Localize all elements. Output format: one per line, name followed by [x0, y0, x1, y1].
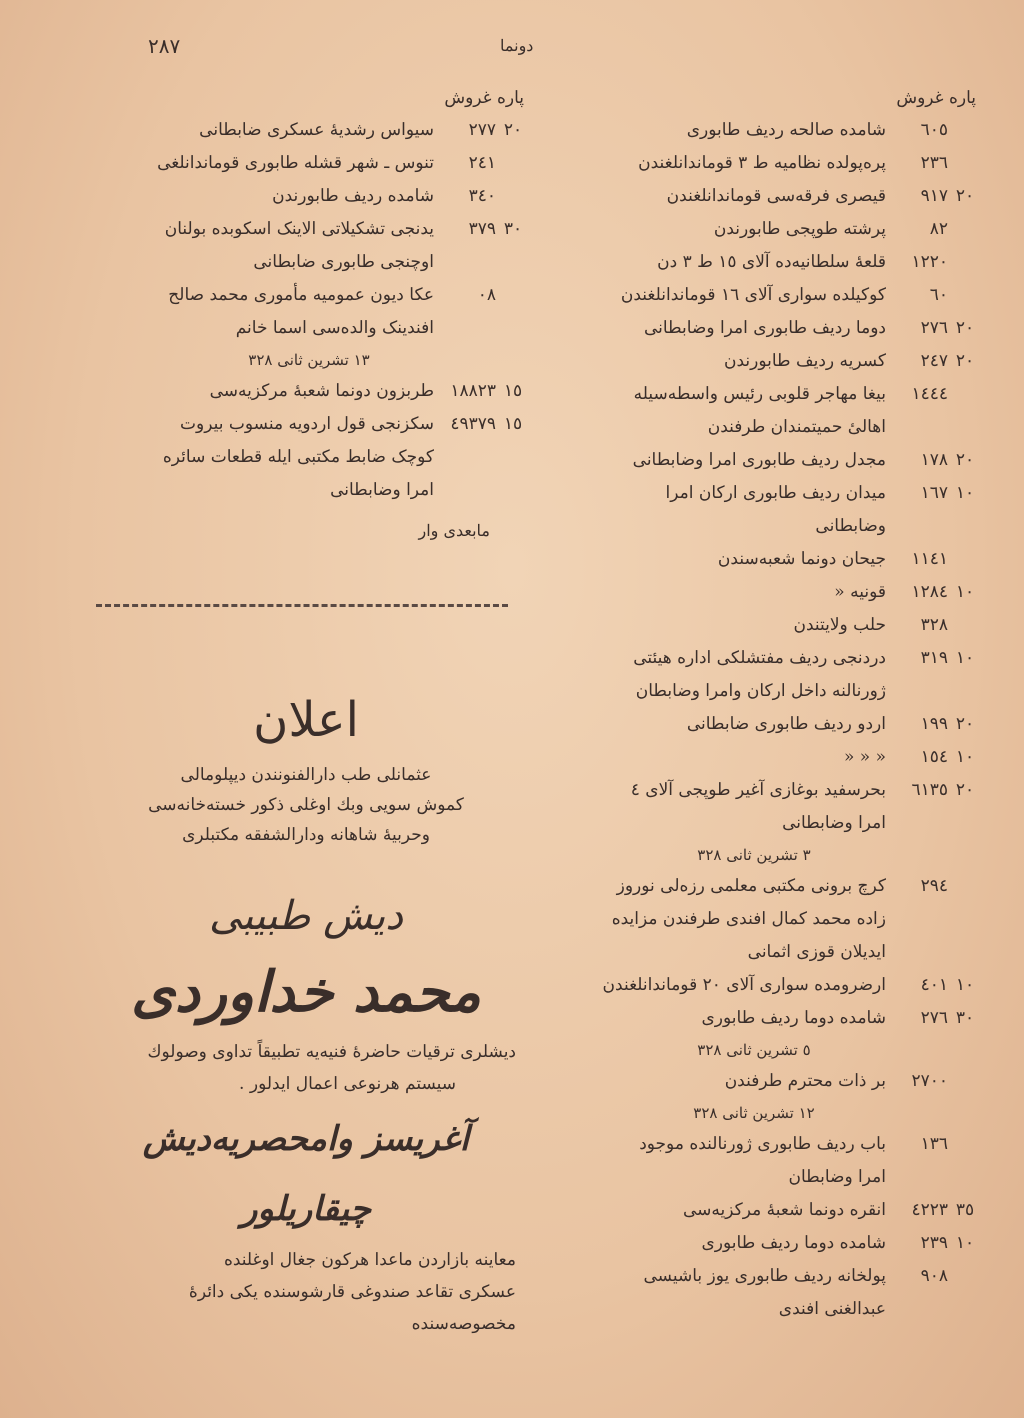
ad-dentist-name: محمد خداوردی	[131, 959, 481, 1025]
donation-list-right	[526, 88, 982, 1326]
entry-description: شامده صالحه ردیف طابوری	[686, 120, 886, 140]
entry-row	[526, 477, 982, 510]
gurus-amount: ٢٩٤	[920, 876, 948, 896]
gurus-amount: ١٥٤	[920, 747, 948, 767]
gurus-amount: ٢٤١	[468, 153, 496, 173]
entry-row	[526, 246, 982, 279]
para-amount: ١٥	[503, 381, 523, 401]
donation-entry	[526, 378, 982, 444]
entry-row	[526, 1260, 982, 1293]
gurus-header: غروش	[896, 88, 944, 108]
gurus-amount: ٤٠١	[920, 975, 948, 995]
entry-row	[526, 708, 982, 741]
ad-slogan: آغریسز وامحصریه‌دیش چیقاریلور	[142, 1119, 470, 1229]
entry-row	[88, 279, 530, 312]
para-amount: ٢٠	[955, 714, 975, 734]
para-amount: ١٠	[955, 975, 975, 995]
column-header	[526, 88, 982, 114]
entry-row	[526, 279, 982, 312]
donation-entry	[526, 543, 982, 576]
entry-row	[526, 969, 982, 1002]
entry-description: ژورنالنه داخل ارکان وامرا وضابطان	[635, 681, 886, 701]
entry-description: تنوس ـ شهر قشله طابوری قوماندانلغی	[157, 153, 434, 173]
donation-entry	[526, 213, 982, 246]
section-divider	[96, 604, 508, 607]
gurus-amount: ١٩٩	[920, 714, 948, 734]
entry-description: قلعهٔ سلطانیه‌ده آلای ١٥ ط ٣ دن	[657, 252, 886, 272]
donation-entry	[526, 642, 982, 708]
entry-row	[526, 1128, 982, 1161]
gurus-amount: ١٢٢٠	[911, 252, 948, 272]
entry-description: کسریه ردیف طابورندن	[724, 351, 886, 371]
entry-description: امرا وضابطان	[788, 1167, 886, 1187]
donation-entry	[526, 1227, 982, 1260]
entry-row	[526, 180, 982, 213]
gurus-amount: ١٢٨٤	[911, 582, 948, 602]
gurus-amount: ١٨٨٢٣	[450, 381, 496, 401]
page-number: ٢٨٧	[148, 34, 181, 58]
para-amount: ٢٠	[955, 780, 975, 800]
entry-date: ٣ تشرین ثانی ٣٢٨	[697, 846, 811, 864]
entry-row	[526, 609, 982, 642]
gurus-amount: ٦٠	[929, 285, 948, 305]
donation-list-left	[88, 88, 530, 549]
entry-description: امرا وضابطانی	[330, 480, 434, 500]
entry-description: پره‌پولده نظامیه ط ٣ قوماندانلغندن	[638, 153, 886, 173]
entry-description: شامده دوما ردیف طابوری	[701, 1233, 886, 1253]
para-amount: ١٥	[503, 414, 523, 434]
entry-row	[526, 1227, 982, 1260]
donation-entry	[526, 246, 982, 279]
gurus-amount: ٢٧٧	[468, 120, 496, 140]
gurus-amount: ٢٤٧	[920, 351, 948, 371]
ad-intro	[96, 760, 516, 850]
entry-row	[526, 741, 982, 774]
para-header: پاره	[948, 88, 976, 108]
para-amount: ٣٠	[503, 219, 523, 239]
para-amount: ٢٠	[955, 351, 975, 371]
donation-entry	[526, 114, 982, 147]
advertisement	[96, 640, 516, 1340]
entry-continuation	[88, 246, 530, 279]
gurus-amount: ٣٤٠	[468, 186, 496, 206]
entry-description: امرا وضابطانی	[782, 813, 886, 833]
entry-description: شامده دوما ردیف طابوری	[701, 1008, 886, 1028]
entry-description: عکا دیون عمومیه مأموری محمد صالح	[168, 285, 434, 305]
ad-address-line: عسکری تقاعد صندوغی قارشوسنده یکی دائرهٔ	[188, 1282, 516, 1302]
donation-entry	[526, 774, 982, 870]
entry-row	[88, 180, 530, 213]
ad-body-line: سیستم هرنوعی اعمال ایدلور .	[239, 1074, 456, 1094]
gurus-amount: ٢٣٩	[920, 1233, 948, 1253]
para-header: پاره	[496, 88, 524, 108]
entry-continuation	[526, 903, 982, 936]
donation-entry	[88, 180, 530, 213]
entry-description: باب ردیف طابوری ژورنالنده موجود	[639, 1134, 886, 1154]
ad-body	[96, 1036, 516, 1100]
donation-entry	[526, 1128, 982, 1194]
entry-date: ١٣ تشرین ثانی ٣٢٨	[248, 351, 370, 369]
column-header	[88, 88, 530, 114]
entry-description: سکزنجی قول اردویه منسوب بیروت	[180, 414, 434, 434]
entry-description: دوما ردیف طابوری امرا وضابطانی	[643, 318, 886, 338]
gurus-amount: ٤٢٢٣	[911, 1200, 948, 1220]
donation-entry	[526, 279, 982, 312]
donation-entry	[526, 708, 982, 741]
donation-entry	[88, 213, 530, 279]
entry-row	[526, 147, 982, 180]
gurus-amount: ١٣٦	[920, 1134, 948, 1154]
para-amount: ١٠	[955, 582, 975, 602]
para-amount: ٢٠	[955, 450, 975, 470]
ad-title: اعلان	[253, 692, 359, 748]
ad-profession: دیش طبیبی	[208, 893, 404, 939]
gurus-amount: ٣٢٨	[920, 615, 948, 635]
entry-description: عبدالغنی افندی	[778, 1299, 886, 1319]
donation-entry	[526, 609, 982, 642]
entry-description: پرشته طوپجی طابورندن	[713, 219, 886, 239]
entry-row	[526, 312, 982, 345]
para-amount: ١٠	[955, 648, 975, 668]
para-amount: ٢٠	[503, 120, 523, 140]
entry-description: کوکیلده سواری آلای ١٦ قوماندانلغندن	[620, 285, 886, 305]
entry-description: جیحان دونما شعبه‌سندن	[717, 549, 886, 569]
gurus-amount: ٣٧٩	[468, 219, 496, 239]
entry-row	[526, 213, 982, 246]
entry-continuation	[526, 411, 982, 444]
ad-intro-line: کموش سویی وبك اوغلی ذکور خسته‌خانه‌سی	[148, 795, 464, 815]
gurus-amount: ١٤٤٤	[911, 384, 948, 404]
entry-row	[526, 576, 982, 609]
gurus-amount: ٤٩٣٧٩	[450, 414, 496, 434]
entry-row	[526, 444, 982, 477]
entry-description: ارضرومده سواری آلای ٢٠ قوماندانلغندن	[602, 975, 886, 995]
donation-entry	[526, 870, 982, 969]
entry-description: یدنجی تشکیلاتی الاینک اسکوبده بولنان	[164, 219, 434, 239]
entry-description: زاده محمد کمال افندی طرفندن مزایده	[611, 909, 886, 929]
gurus-amount: ١١٤١	[911, 549, 948, 569]
entry-continuation	[526, 510, 982, 543]
donation-entry	[526, 1065, 982, 1128]
ad-address-line: معاینه بازاردن ماعدا هرکون جغال اوغلنده	[223, 1250, 516, 1270]
entry-row	[526, 345, 982, 378]
entry-description: دردنجی ردیف مفتشلکی اداره هیئتی	[633, 648, 886, 668]
donation-entry	[526, 1194, 982, 1227]
entry-row	[88, 147, 530, 180]
entry-description: بر ذات محترم طرفندن	[724, 1071, 886, 1091]
gurus-amount: ٢٧٦	[920, 1008, 948, 1028]
gurus-amount: ١٦٧	[920, 483, 948, 503]
entry-row	[526, 114, 982, 147]
gurus-amount: ١٧٨	[920, 450, 948, 470]
gurus-amount: ٣١٩	[920, 648, 948, 668]
donation-entry	[526, 180, 982, 213]
entry-description: « « «	[843, 747, 886, 767]
entry-continuation	[526, 675, 982, 708]
entry-row	[526, 642, 982, 675]
para-amount: ١٠	[955, 483, 975, 503]
para-amount: ٢٠	[955, 318, 975, 338]
entry-continuation	[526, 936, 982, 969]
running-title: دونما	[500, 36, 534, 55]
para-amount: ١٠	[955, 1233, 975, 1253]
entry-description: اهالیٔ حمیتمندان طرفندن	[707, 417, 886, 437]
entry-description: میدان ردیف طابوری ارکان امرا	[665, 483, 886, 503]
entry-description: شامده ردیف طابورندن	[272, 186, 434, 206]
donation-entry	[526, 312, 982, 345]
donation-entry	[526, 1002, 982, 1065]
entry-description: افندینک والده‌سی اسما خانم	[235, 318, 434, 338]
gurus-amount: ٦٠٥	[920, 120, 948, 140]
entry-row	[526, 378, 982, 411]
gurus-amount: ٩٠٨	[920, 1266, 948, 1286]
entry-description: بحرسفید بوغازی آغیر طوپجی آلای ٤	[630, 780, 886, 800]
entry-continuation	[526, 807, 982, 840]
entry-continuation	[526, 1161, 982, 1194]
donation-entry	[88, 114, 530, 147]
entry-description: اوچنجی طابوری ضابطانی	[253, 252, 434, 272]
entry-description: کرچ برونی مکتبی معلمی رزه‌لی نوروز	[616, 876, 886, 896]
gurus-amount: ٢٧٦	[920, 318, 948, 338]
entry-continuation	[88, 441, 530, 474]
ad-intro-line: عثمانلی طب دارالفنونندن دیپلومالی	[180, 765, 432, 785]
entry-row	[526, 543, 982, 576]
ad-body-line: دیشلری ترقیات حاضرهٔ فنیه‌یه تطبیقاً تداوی وصولوك	[147, 1042, 516, 1062]
donation-entry	[526, 345, 982, 378]
entry-description: قونیه «	[834, 582, 886, 602]
para-amount: ١٠	[955, 747, 975, 767]
entry-row	[526, 774, 982, 807]
entry-description: پولخانه ردیف طابوری یوز باشیسی	[643, 1266, 886, 1286]
entry-date: ١٢ تشرین ثانی ٣٢٨	[693, 1104, 815, 1122]
entry-continuation	[88, 474, 530, 507]
gurus-amount: ٨٢	[929, 219, 948, 239]
entry-row	[88, 114, 530, 147]
donation-entry	[526, 477, 982, 543]
donation-entry	[526, 444, 982, 477]
entry-description: قیصری فرقه‌سی قوماندانلغندن	[666, 186, 886, 206]
entry-description: طربزون دونما شعبهٔ مرکزیه‌سی	[209, 381, 434, 401]
entry-description: حلب ولایتندن	[793, 615, 886, 635]
entry-date: ٥ تشرین ثانی ٣٢٨	[697, 1041, 811, 1059]
gurus-amount: ٦١٣٥	[911, 780, 948, 800]
entry-row	[88, 375, 530, 408]
gurus-amount: ٠٨	[477, 285, 496, 305]
entry-description: اردو ردیف طابوری ضابطانی	[686, 714, 886, 734]
entry-description: مجدل ردیف طابوری امرا وضابطانی	[632, 450, 886, 470]
gurus-header: غروش	[444, 88, 492, 108]
donation-entry	[526, 1260, 982, 1326]
gurus-amount: ٩١٧	[920, 186, 948, 206]
continued-note: مابعدی وار	[418, 521, 490, 540]
entry-row	[88, 408, 530, 441]
ad-intro-line: وحربیهٔ شاهانه ودارالشفقه مکتبلری	[182, 825, 430, 845]
donation-entry	[526, 969, 982, 1002]
donation-entry	[526, 741, 982, 774]
entry-row	[526, 1002, 982, 1035]
entry-description: ایدیلان قوزی اثمانی	[747, 942, 886, 962]
entry-description: سیواس رشدیهٔ عسکری ضابطانی	[199, 120, 434, 140]
entry-continuation	[88, 312, 530, 345]
donation-entry	[88, 408, 530, 507]
para-amount: ٣٠	[955, 1008, 975, 1028]
entry-description: انقره دونما شعبهٔ مرکزیه‌سی	[683, 1200, 886, 1220]
page-header	[0, 30, 1024, 64]
entry-description: بیغا مهاجر قلوبی رئیس واسطه‌سیله	[633, 384, 886, 404]
entry-row	[88, 213, 530, 246]
gurus-amount: ٢٣٦	[920, 153, 948, 173]
entry-row	[526, 870, 982, 903]
donation-entry	[88, 375, 530, 408]
para-amount: ٢٠	[955, 186, 975, 206]
entry-row	[526, 1065, 982, 1098]
entry-continuation	[526, 1293, 982, 1326]
ad-address	[96, 1244, 516, 1340]
donation-entry	[526, 576, 982, 609]
donation-entry	[88, 147, 530, 180]
donation-entry	[526, 147, 982, 180]
entry-description: کوچک ضابط مکتبی ایله قطعات سائره	[162, 447, 434, 467]
para-amount: ٣٥	[955, 1200, 975, 1220]
gurus-amount: ٢٧٠٠	[911, 1071, 948, 1091]
entry-row	[526, 1194, 982, 1227]
entry-description: وضابطانی	[815, 516, 886, 536]
ad-address-line: مخصوصه‌سنده	[411, 1314, 516, 1334]
donation-entry	[88, 279, 530, 375]
